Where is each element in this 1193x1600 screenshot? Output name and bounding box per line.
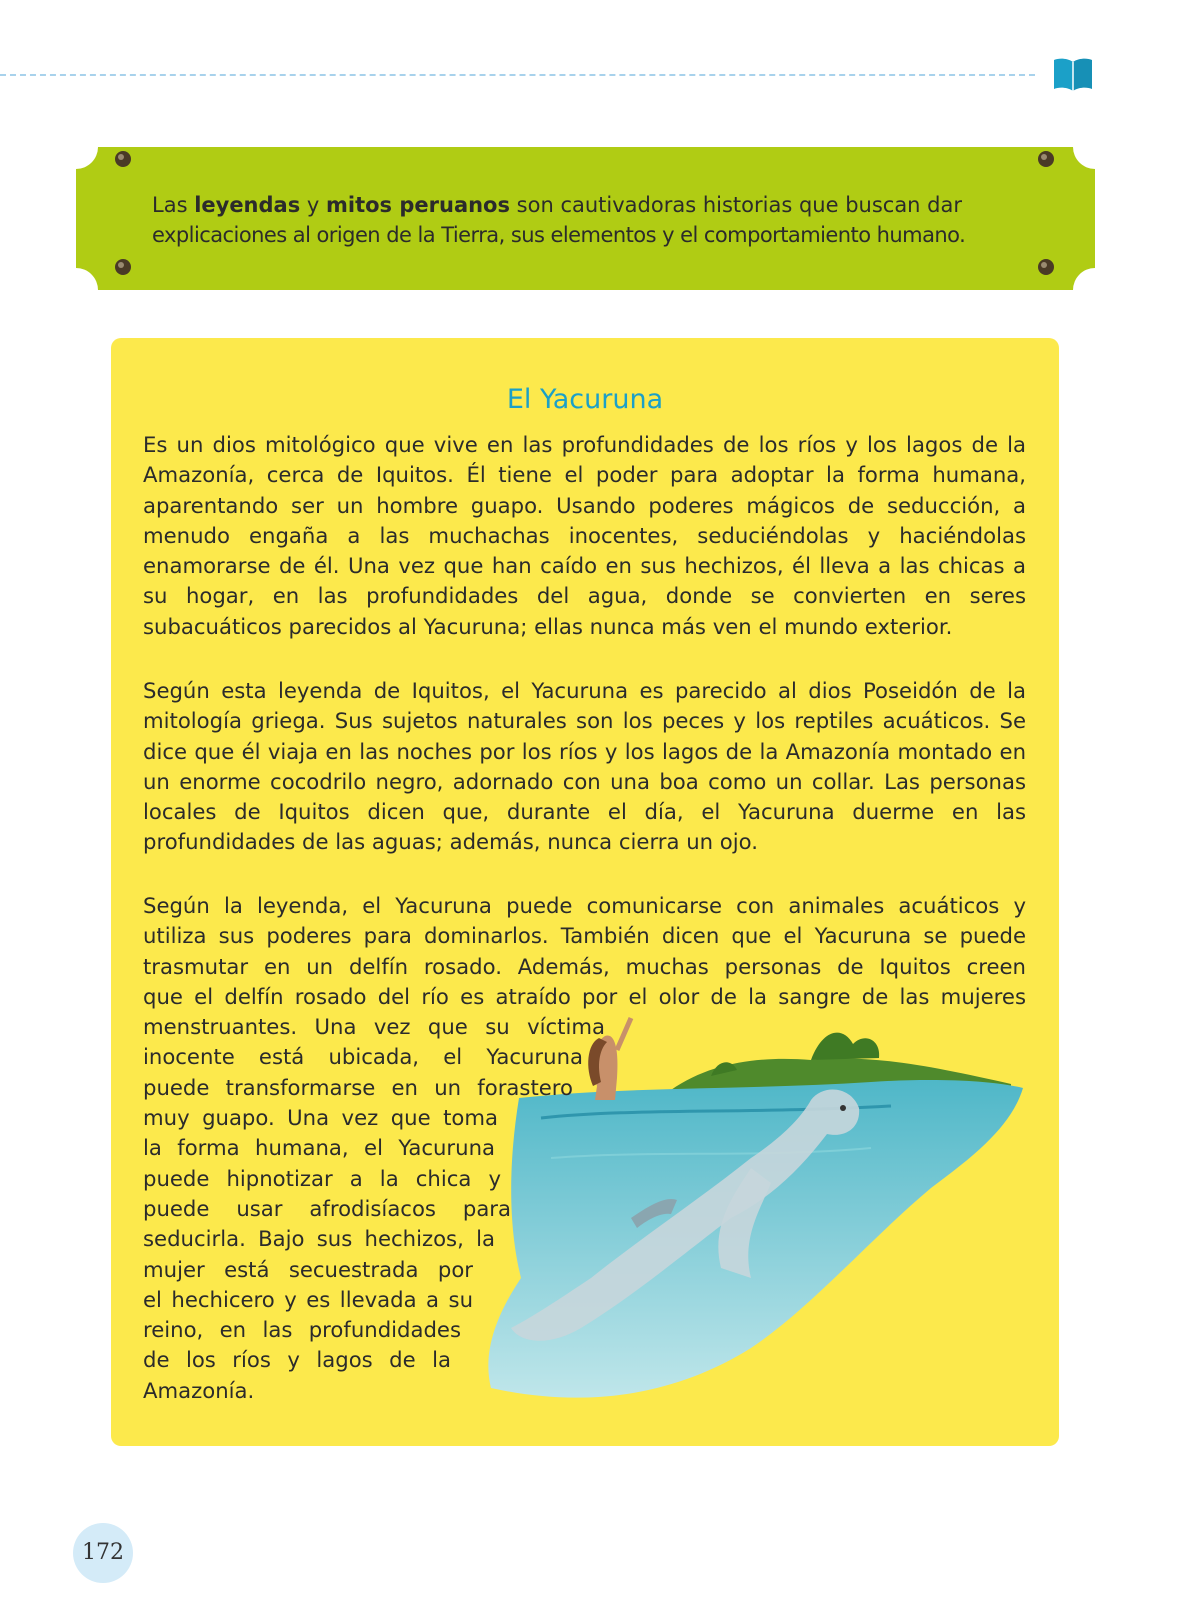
story-line: mujer está secuestrada por [143, 1256, 473, 1282]
story-title: El Yacuruna [506, 384, 664, 416]
story-line: seducirla. Bajo sus hechizos, la [143, 1226, 495, 1252]
book-icon [1052, 56, 1094, 92]
story-line: Amazonía. [143, 1377, 255, 1403]
story-line: Según la leyenda, el Yacuruna puede comunicarse con animales acuáticos y [143, 893, 1026, 918]
dashed-header-rule [0, 74, 1035, 76]
story-line: muy guapo. Una vez que toma [143, 1105, 498, 1131]
keyword-mitos-peruanos: mitos peruanos [326, 193, 510, 217]
story-paragraph-3 [143, 891, 1026, 1406]
intro-text: Las leyendas y mitos peruanos son cautivadoras historias que buscan dar explicaciones al origen de la Tierra, sus elementos y el comportamiento humano. [152, 193, 966, 247]
story-line: menstruantes. Una vez que su víctima [143, 1014, 605, 1040]
page-number: 172 [82, 1540, 124, 1565]
story-line: de los ríos y lagos de la [143, 1347, 451, 1373]
story-line: utiliza sus poderes para dominarlos. También dicen que el Yacuruna se puede [143, 923, 1026, 949]
story-line: inocente está ubicada, el Yacuruna [143, 1044, 583, 1070]
story-paragraph-1: Es un dios mitológico que vive en las profundidades de los ríos y los lagos de la Amazonía, cerca de Iquitos. Él tiene el poder para adoptar la forma humana, aparentando ser un hombre guapo. Usando poderes mágicos de seducción, a menudo engaña a las muchachas inocentes, seduciéndolas y haciéndolas enamorarse de él. Una vez que han caído en sus hechizos, él lleva a las chicas a su hogar, en las profundidades del agua, donde se convierten en seres subacuáticos parecidos al Yacuruna; ellas nunca más ven el mundo exterior. [143, 432, 1026, 639]
story-line: el hechicero y es llevada a su [143, 1286, 473, 1312]
page-number-badge [73, 1523, 133, 1583]
story-line: que el delfín rosado del río es atraído por el olor de la sangre de las mujeres [143, 983, 1026, 1009]
story-line: puede transformarse en un forastero [143, 1074, 573, 1100]
intro-banner [76, 147, 1095, 290]
story-line: puede usar afrodisíacos para [143, 1195, 511, 1221]
story-line: reino, en las profundidades [143, 1317, 461, 1343]
story-paragraph-2: Según esta leyenda de Iquitos, el Yacuruna es parecido al dios Poseidón de la mitología griega. Sus sujetos naturales son los peces y los reptiles acuáticos. Se dice que él viaja en las noches por los ríos y los lagos de la Amazonía montado en un enorme cocodrilo negro, adornado con una boa como un collar. Las personas locales de Iquitos dicen que, durante el día, el Yacuruna duerme en las profundidades de las aguas; además, nunca cierra un ojo. [143, 678, 1026, 855]
story-card [111, 338, 1059, 1446]
story-line: trasmutar en un delfín rosado. Además, muchas personas de Iquitos creen [143, 953, 1026, 979]
story-line: puede hipnotizar a la chica y [143, 1165, 501, 1191]
keyword-leyendas: leyendas [194, 193, 301, 217]
story-line: la forma humana, el Yacuruna [143, 1135, 495, 1161]
